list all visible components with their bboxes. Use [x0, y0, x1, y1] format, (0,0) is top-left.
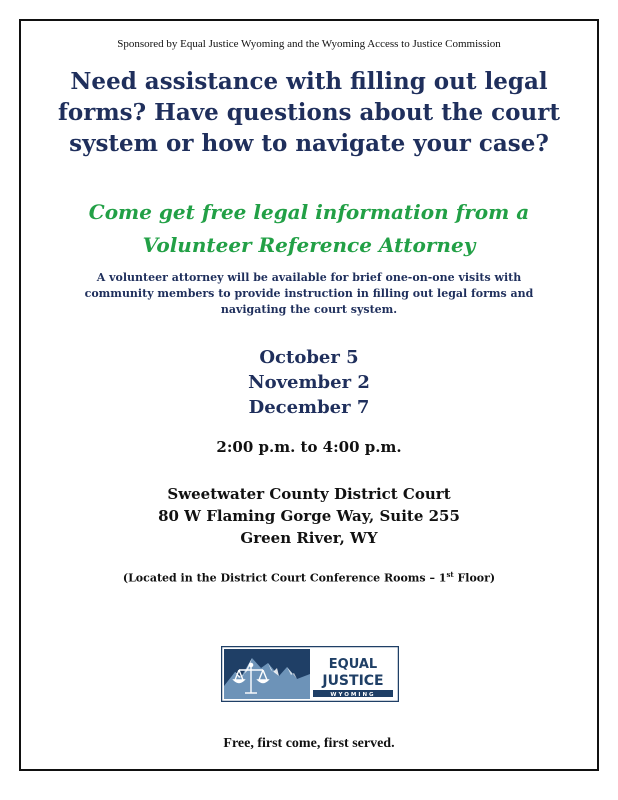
event-date: October 5 [259, 347, 359, 368]
subhead-line: Come get free legal information from a [88, 200, 530, 224]
headline-line: Need assistance with filling out legal [70, 68, 548, 95]
room-note-tail: Floor) [453, 571, 496, 585]
logo-text-equal: EQUAL [328, 657, 378, 672]
location-line: Green River, WY [240, 529, 378, 547]
event-time: 2:00 p.m. to 4:00 p.m. [216, 438, 402, 456]
description-line: navigating the court system. [220, 303, 398, 316]
event-date: December 7 [248, 397, 370, 418]
sponsor-line: Sponsored by Equal Justice Wyoming and the Wyoming Access to Justice Commission [117, 38, 501, 50]
description-line: community members to provide instruction in filling out legal forms and [84, 287, 534, 300]
equal-justice-wyoming-logo [221, 646, 399, 702]
logo-graphic [221, 646, 399, 702]
room-note [0, 570, 618, 585]
location-line: 80 W Flaming Gorge Way, Suite 255 [158, 507, 460, 525]
event-dates [0, 345, 618, 420]
footer-note: Free, first come, first served. [223, 736, 395, 751]
logo-text-justice: JUSTICE [322, 673, 384, 689]
description [70, 270, 548, 318]
subhead-line: Volunteer Reference Attorney [142, 233, 476, 257]
headline-line: system or how to navigate your case? [69, 130, 549, 157]
headline [40, 66, 578, 159]
logo-text-wyoming: WYOMING [330, 692, 376, 698]
event-date: November 2 [248, 372, 370, 393]
location-line: Sweetwater County District Court [167, 485, 451, 503]
description-line: A volunteer attorney will be available for brief one-on-one visits with [96, 271, 522, 284]
event-location [0, 483, 618, 549]
ordinal-suffix: st [446, 570, 454, 579]
subhead [40, 196, 578, 262]
room-note-text: (Located in the District Court Conference Rooms – 1 [122, 571, 447, 585]
headline-line: forms? Have questions about the court [57, 99, 560, 126]
